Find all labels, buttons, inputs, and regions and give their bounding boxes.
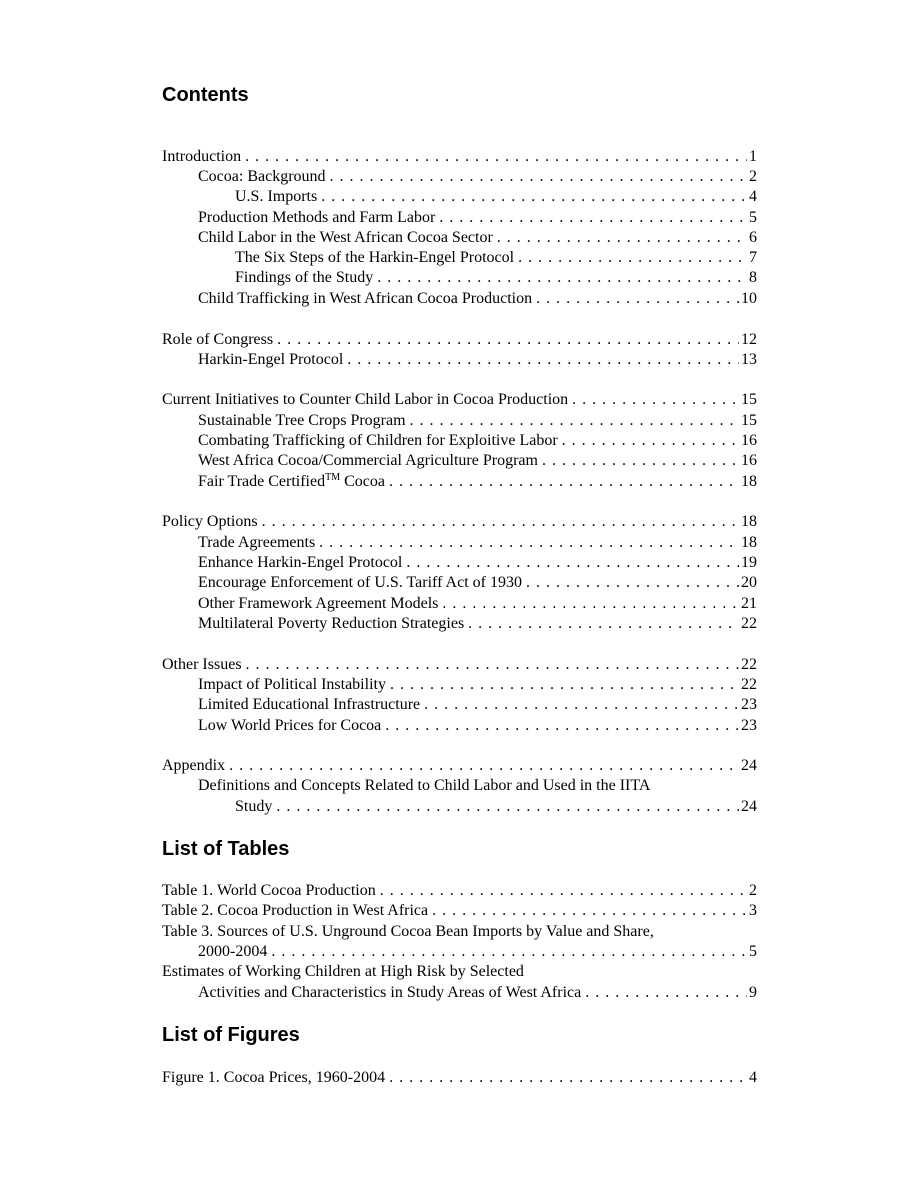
toc-entry-west-africa-cocoa-program[interactable] [198, 451, 757, 471]
toc-entry-page: 21 [741, 595, 757, 612]
toc-entry-title: Limited Educational Infrastructure [198, 696, 421, 713]
toc-entry-page: 22 [741, 676, 757, 693]
toc-entry-page: 4 [749, 188, 757, 205]
toc-entry-title: Cocoa: Background [198, 168, 326, 185]
table-entry-3-line1[interactable]: Table 3. Sources of U.S. Unground Cocoa Bean Imports by Value and Share, [162, 923, 654, 940]
toc-entry-page: 2 [749, 882, 757, 899]
toc-entry-other-issues[interactable] [162, 655, 757, 675]
toc-entry-page: 5 [749, 943, 757, 960]
toc-entry-appendix[interactable] [162, 756, 757, 776]
table-entry-3[interactable] [198, 942, 757, 962]
toc-entry-page: 5 [749, 209, 757, 226]
toc-entry-cocoa-background[interactable] [198, 167, 757, 187]
toc-entry-page: 19 [741, 554, 757, 571]
toc-entry-page: 24 [741, 798, 757, 815]
toc-entry-production-methods[interactable] [198, 208, 757, 228]
toc-entry-title: 2000-2004 [198, 943, 268, 960]
toc-entry-page: 12 [741, 331, 757, 348]
toc-entry-page: 6 [749, 229, 757, 246]
toc-entry-page: 22 [741, 615, 757, 632]
toc-entry-child-trafficking[interactable] [198, 289, 757, 309]
toc-entry-page: 15 [741, 391, 757, 408]
toc-entry-title: Figure 1. Cocoa Prices, 1960-2004 [162, 1069, 386, 1086]
toc-entry-title: Child Labor in the West African Cocoa Sector [198, 229, 493, 246]
toc-entry-trade-agreements[interactable] [198, 533, 757, 553]
table-entry-4-line1[interactable]: Estimates of Working Children at High Risk by Selected [162, 963, 524, 980]
toc-entry-page: 18 [741, 473, 757, 490]
toc-entry-introduction[interactable] [162, 147, 757, 167]
toc-entry-page: 20 [741, 574, 757, 591]
table-entry-4[interactable] [198, 983, 757, 1003]
toc-entry-title: Child Trafficking in West African Cocoa Production [198, 290, 533, 307]
toc-entry-title: Activities and Characteristics in Study Areas of West Africa [198, 984, 582, 1001]
toc-entry-combating-trafficking[interactable] [198, 431, 757, 451]
toc-entry-page: 18 [741, 513, 757, 530]
toc-entry-educational-infrastructure[interactable] [198, 695, 757, 715]
toc-entry-current-initiatives[interactable] [162, 390, 757, 410]
toc-entry-title: Encourage Enforcement of U.S. Tariff Act of 1930 [198, 574, 522, 591]
toc-entry-fair-trade[interactable] [198, 472, 757, 492]
toc-entry-title: U.S. Imports [235, 188, 318, 205]
toc-entry-page: 2 [749, 168, 757, 185]
toc-entry-page: 16 [741, 452, 757, 469]
toc-entry-enhance-harkin-engel[interactable] [198, 553, 757, 573]
toc-entry-six-steps[interactable] [235, 248, 757, 268]
toc-entry-title: West Africa Cocoa/Commercial Agriculture Program [198, 452, 538, 469]
toc-entry-page: 8 [749, 269, 757, 286]
toc-entry-title: The Six Steps of the Harkin-Engel Protocol [235, 249, 515, 266]
toc-entry-definitions[interactable] [235, 797, 757, 817]
toc-entry-page: 22 [741, 656, 757, 673]
toc-entry-title: Enhance Harkin-Engel Protocol [198, 554, 403, 571]
toc-entry-title: Current Initiatives to Counter Child Labor in Cocoa Production [162, 391, 569, 408]
toc-entry-definitions-line1[interactable]: Definitions and Concepts Related to Child Labor and Used in the IITA [198, 777, 651, 794]
toc-entry-page: 16 [741, 432, 757, 449]
toc-entry-title: Trade Agreements [198, 534, 316, 551]
toc-entry-page: 3 [749, 902, 757, 919]
list-of-tables-heading: List of Tables [162, 838, 290, 860]
toc-entry-us-imports[interactable] [235, 187, 757, 207]
toc-entry-role-of-congress[interactable] [162, 330, 757, 350]
toc-entry-tariff-act[interactable] [198, 573, 757, 593]
toc-entry-title: Introduction [162, 148, 242, 165]
toc-entry-page: 4 [749, 1069, 757, 1086]
toc-entry-title: Fair Trade Certified™ Cocoa [198, 472, 385, 490]
toc-entry-page: 18 [741, 534, 757, 551]
toc-entry-title: Other Framework Agreement Models [198, 595, 439, 612]
toc-entry-title: Table 1. World Cocoa Production [162, 882, 376, 899]
toc-entry-policy-options[interactable] [162, 512, 757, 532]
toc-entry-low-world-prices[interactable] [198, 716, 757, 736]
contents-heading: Contents [162, 84, 249, 106]
toc-entry-framework-models[interactable] [198, 594, 757, 614]
toc-entry-page: 1 [749, 148, 757, 165]
toc-entry-title: Other Issues [162, 656, 242, 673]
toc-entry-title: Multilateral Poverty Reduction Strategies [198, 615, 465, 632]
toc-entry-findings[interactable] [235, 268, 757, 288]
table-entry-2[interactable] [162, 901, 757, 921]
toc-entry-child-labor-sector[interactable] [198, 228, 757, 248]
toc-entry-title: Harkin-Engel Protocol [198, 351, 344, 368]
toc-entry-page: 10 [741, 290, 757, 307]
toc-entry-harkin-engel[interactable] [198, 350, 757, 370]
table-entry-1[interactable] [162, 881, 757, 901]
toc-entry-political-instability[interactable] [198, 675, 757, 695]
toc-entry-title: Policy Options [162, 513, 258, 530]
toc-entry-title: Appendix [162, 757, 226, 774]
toc-entry-page: 24 [741, 757, 757, 774]
toc-entry-page: 23 [741, 717, 757, 734]
toc-entry-title: Low World Prices for Cocoa [198, 717, 382, 734]
toc-entry-title: Findings of the Study [235, 269, 374, 286]
toc-entry-title: Role of Congress [162, 331, 274, 348]
toc-entry-title: Study [235, 798, 273, 815]
toc-entry-poverty-reduction[interactable] [198, 614, 757, 634]
toc-entry-page: 9 [749, 984, 757, 1001]
toc-entry-page: 23 [741, 696, 757, 713]
toc-entry-title: Impact of Political Instability [198, 676, 386, 693]
list-of-figures-heading: List of Figures [162, 1024, 300, 1046]
toc-entry-title: Table 2. Cocoa Production in West Africa [162, 902, 429, 919]
toc-entry-title: Combating Trafficking of Children for Exploitive Labor [198, 432, 558, 449]
toc-entry-page: 13 [741, 351, 757, 368]
toc-entry-title: Production Methods and Farm Labor [198, 209, 436, 226]
toc-entry-page: 7 [749, 249, 757, 266]
toc-entry-sustainable-tree-crops[interactable] [198, 411, 757, 431]
toc-entry-page: 15 [741, 412, 757, 429]
figure-entry-1[interactable] [162, 1068, 757, 1088]
toc-entry-title: Sustainable Tree Crops Program [198, 412, 406, 429]
